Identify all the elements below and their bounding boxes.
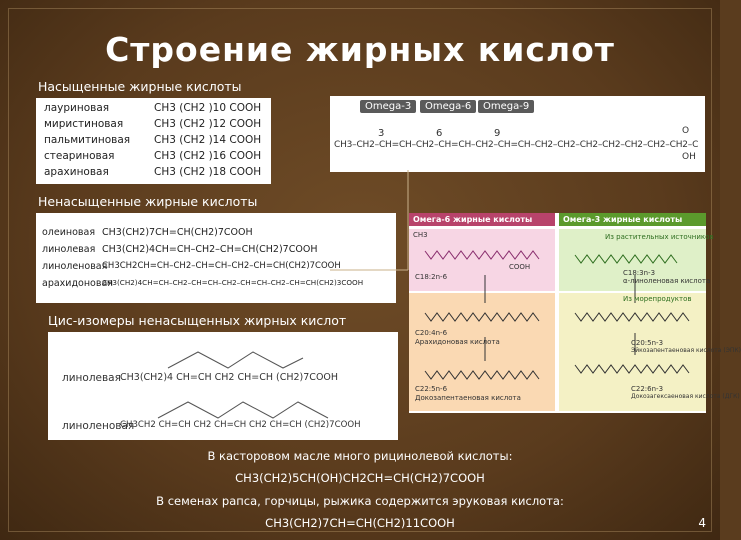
cis-heading: Цис-изомеры ненасыщенных жирных кислот xyxy=(48,313,347,328)
acid-formula: CH3(CH2)7CH=CH(CH2)7COOH xyxy=(102,227,253,238)
omega-6-label: Omega-6 xyxy=(420,100,476,113)
acid-formula: CH3CH2CH=CH–CH2–CH=CH–CH2–CH=CH(CH2)7COOH xyxy=(102,261,341,271)
cis-linolenic-formula: CH3CH2 CH=CH CH2 CH=CH CH2 CH=CH (CH2)7COOH xyxy=(120,420,361,430)
page-number: 4 xyxy=(698,516,706,530)
omega-6-header: Омега-6 жирные кислоты xyxy=(409,213,555,226)
omega-6-position: 6 xyxy=(436,128,443,139)
omega-chain-formula: CH3–CH2–CH=CH–CH2–CH=CH–CH2–CH=CH–CH2–CH2–CH2–CH2–CH2–CH2–CH2–C xyxy=(334,140,699,150)
erucic-note: В семенах рапса, горчицы, рыжика содержится эруковая кислота: xyxy=(156,494,564,508)
omega-3-code-3: C22:6n-3 xyxy=(631,385,664,393)
acid-formula: CH3(CH2)4CH=CH–CH2–CH=CH(CH2)7COOH xyxy=(102,244,318,255)
carboxyl-label: COOH xyxy=(509,263,531,271)
erucic-formula: CH3(CH2)7CH=CH(CH2)11COOH xyxy=(265,516,455,530)
cis-linoleic-name: линолевая xyxy=(62,372,121,384)
omega-fatty-acids-chart xyxy=(409,213,741,413)
omega-9-position: 9 xyxy=(494,128,501,139)
acid-formula: CH3 (CH2 )18 COOH xyxy=(154,166,262,178)
omega-3-name-3: Докозагексаеновая кислота (ДГК) xyxy=(631,393,740,400)
acid-formula: CH3(CH2)4CH=CH–CH2–CH=CH–CH2–CH=CH–CH2–CH=CH(CH2)3COOH xyxy=(102,278,364,287)
omega-3-name-2: Эйкозапентаеновая кислота (ЭПК) xyxy=(631,347,741,354)
connector-lines xyxy=(330,170,410,270)
omega-3-name-1: α-линоленовая кислота xyxy=(623,277,711,285)
acid-name: пальмитиновая xyxy=(44,134,131,146)
cis-linoleic-formula: CH3(CH2)4 CH=CH CH2 CH=CH (CH2)7COOH xyxy=(120,372,339,383)
omega-6-code-2: C20:4n-6 xyxy=(415,329,448,337)
ricinoleic-formula: CH3(CH2)5CH(OH)CH2CH=CH(CH2)7COOH xyxy=(235,471,485,485)
saturated-heading: Насыщенные жирные кислоты xyxy=(38,79,242,94)
unsaturated-heading: Ненасыщенные жирные кислоты xyxy=(38,194,258,209)
omega-9-label: Omega-9 xyxy=(478,100,534,113)
acid-name: арахидоновая xyxy=(42,278,114,289)
acid-name: стеариновая xyxy=(44,150,115,162)
omega-3-position: 3 xyxy=(378,128,385,139)
carboxyl-hydroxyl: OH xyxy=(682,152,696,162)
omega-3-code-2: C20:5n-3 xyxy=(631,339,664,347)
omega-chain-panel xyxy=(330,96,705,172)
acid-formula: CH3 (CH2 )10 COOH xyxy=(154,102,262,114)
acid-name: линолевая xyxy=(42,244,96,255)
omega-6-name-2: Арахидоновая кислота xyxy=(415,338,500,346)
slide-title: Строение жирных кислот xyxy=(105,30,615,69)
acid-name: олеиновая xyxy=(42,227,96,238)
acid-name: арахиновая xyxy=(44,166,109,178)
acid-name: лауриновая xyxy=(44,102,110,114)
saturated-panel xyxy=(36,98,271,184)
omega-6-code-1: C18:2n-6 xyxy=(415,273,448,281)
omega-3-code-1: C18:3n-3 xyxy=(623,269,656,277)
cis-isomers-panel xyxy=(48,332,398,440)
acid-formula: CH3 (CH2 )14 COOH xyxy=(154,134,262,146)
omega-3-source-1: Из растительных источников xyxy=(605,233,714,241)
omega-6-code-3: C22:5n-6 xyxy=(415,385,448,393)
omega-3-header: Омега-3 жирные кислоты xyxy=(559,213,706,226)
cis-linolenic-name: линоленовая xyxy=(62,420,135,432)
omega-6-name-3: Докозапентаеновая кислота xyxy=(415,394,521,402)
omega-3-label: Omega-3 xyxy=(360,100,416,113)
acid-formula: CH3 (CH2 )16 COOH xyxy=(154,150,262,162)
carboxyl-oxygen: O xyxy=(682,126,690,136)
castor-oil-note: В касторовом масле много рицинолевой кислоты: xyxy=(207,449,513,463)
acid-formula: CH3 (CH2 )12 COOH xyxy=(154,118,262,130)
chain-terminal-label: CH3 xyxy=(413,231,428,239)
acid-name: линоленовая xyxy=(42,261,108,272)
acid-name: миристиновая xyxy=(44,118,124,130)
omega-3-source-2: Из морепродуктов xyxy=(623,295,692,303)
